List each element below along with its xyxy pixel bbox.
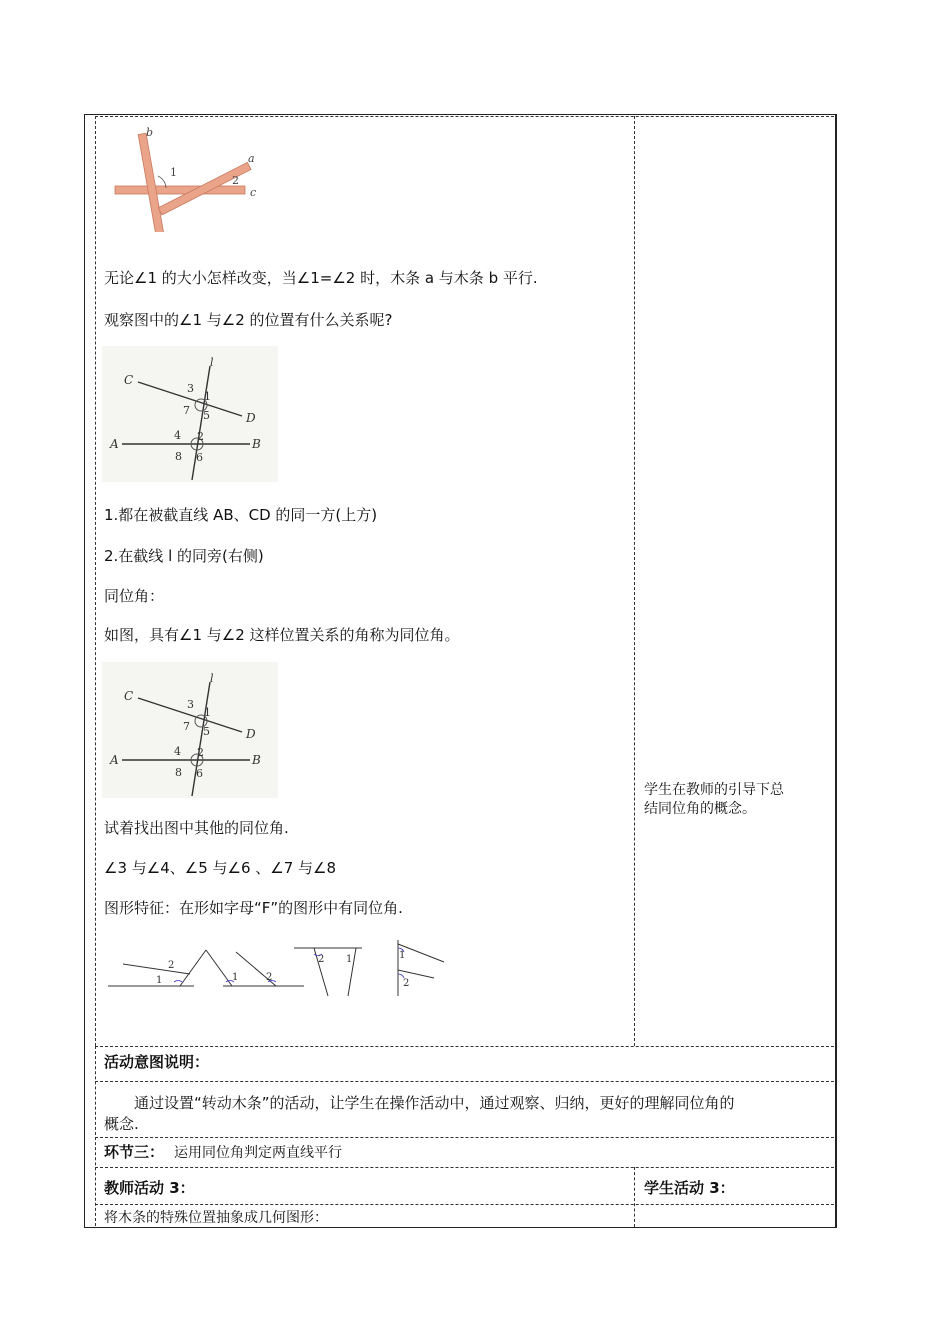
f2-angle-2: 2 bbox=[266, 972, 273, 983]
text-angle-change: 无论∠1 的大小怎样改变，当∠1=∠2 时，木条 a 与木条 b 平行. bbox=[104, 269, 538, 287]
angle-7: 7 bbox=[183, 720, 190, 733]
angle-3: 3 bbox=[187, 382, 194, 395]
try-find: 试着找出图中其他的同位角. bbox=[104, 819, 289, 837]
cell-divider-left bbox=[95, 116, 96, 1046]
teacher-activity-text: 将木条的特殊位置抽象成几何图形： bbox=[104, 1210, 328, 1226]
label-C: C bbox=[124, 373, 134, 387]
label-B: B bbox=[252, 437, 261, 451]
intent-heading: 活动意图说明： bbox=[104, 1053, 210, 1071]
point-1: 1.都在被截直线 AB、CD 的同一方(上方) bbox=[104, 506, 378, 524]
label-D: D bbox=[246, 727, 256, 741]
angle-6: 6 bbox=[196, 451, 203, 464]
section3-label: 环节三： bbox=[104, 1143, 165, 1161]
f1-angle-2: 2 bbox=[168, 960, 175, 971]
f1-angle-1: 1 bbox=[156, 975, 163, 986]
label-C: C bbox=[124, 689, 134, 703]
label-l: l bbox=[210, 672, 214, 685]
row-divider-5 bbox=[95, 1204, 834, 1205]
table-right-border bbox=[835, 114, 836, 1228]
angle-8: 8 bbox=[175, 450, 182, 463]
row-divider-4 bbox=[95, 1167, 834, 1168]
angle-2: 2 bbox=[197, 430, 204, 443]
angle-5: 5 bbox=[203, 409, 210, 422]
f3-angle-1: 1 bbox=[346, 954, 353, 965]
label-A: A bbox=[110, 437, 119, 451]
angle-4: 4 bbox=[174, 745, 181, 758]
answer: ∠3 与∠4、∠5 与∠6 、∠7 与∠8 bbox=[104, 859, 337, 877]
stick-angle-1: 1 bbox=[170, 166, 177, 179]
angle-6: 6 bbox=[196, 767, 203, 780]
row-divider-top bbox=[95, 116, 834, 117]
angle-3: 3 bbox=[187, 698, 194, 711]
label-B: B bbox=[252, 753, 261, 767]
angle-8: 8 bbox=[175, 766, 182, 779]
label-A: A bbox=[110, 753, 119, 767]
angle-7: 7 bbox=[183, 404, 190, 417]
feature: 图形特征：在形如字母“F”的图形中有同位角. bbox=[104, 899, 403, 917]
angle-1: 1 bbox=[204, 390, 211, 403]
transversal-figure-1 bbox=[102, 346, 278, 482]
angle-2: 2 bbox=[197, 746, 204, 759]
student-summary-line-1: 学生在教师的引导下总 bbox=[644, 782, 784, 798]
f3-angle-2: 2 bbox=[318, 954, 325, 965]
student-activity-heading: 学生活动 3： bbox=[644, 1179, 735, 1197]
stick-label-b: b bbox=[146, 126, 154, 139]
label-l: l bbox=[210, 356, 214, 369]
term-corresponding-angle: 同位角： bbox=[104, 587, 165, 605]
f4-angle-2: 2 bbox=[403, 978, 410, 989]
definition: 如图，具有∠1 与∠2 这样位置关系的角称为同位角。 bbox=[104, 626, 460, 644]
row-divider-3 bbox=[95, 1137, 834, 1138]
section3-title: 运用同位角判定两直线平行 bbox=[174, 1145, 342, 1161]
stick-label-a: a bbox=[248, 152, 255, 165]
row-divider-1 bbox=[95, 1046, 834, 1047]
angle-1: 1 bbox=[204, 706, 211, 719]
label-D: D bbox=[246, 411, 256, 425]
transversal-figure-2 bbox=[102, 662, 278, 798]
angle-4: 4 bbox=[174, 429, 181, 442]
stick-angle-2: 2 bbox=[232, 174, 239, 187]
student-summary-line-2: 结同位角的概念。 bbox=[644, 801, 756, 817]
cell-divider-mid bbox=[634, 116, 635, 1046]
sticks-figure bbox=[110, 122, 270, 232]
intent-body-line-1: 通过设置“转动木条”的活动，让学生在操作活动中，通过观察、归纳，更好的理解同位角的 bbox=[134, 1094, 735, 1112]
cell-divider-bottom-left bbox=[95, 1046, 96, 1226]
f4-angle-1: 1 bbox=[399, 950, 406, 961]
text-observe: 观察图中的∠1 与∠2 的位置有什么关系呢? bbox=[104, 311, 393, 329]
f2-angle-1: 1 bbox=[232, 972, 239, 983]
cell-divider-bottom-mid bbox=[634, 1167, 635, 1227]
intent-body-line-2: 概念. bbox=[104, 1115, 139, 1133]
angle-5: 5 bbox=[203, 725, 210, 738]
f-shapes-figure bbox=[108, 940, 458, 1000]
point-2: 2.在截线 l 的同旁(右侧) bbox=[104, 547, 264, 565]
row-divider-2 bbox=[95, 1081, 834, 1082]
stick-label-c: c bbox=[250, 186, 257, 199]
teacher-activity-heading: 教师活动 3： bbox=[104, 1179, 195, 1197]
